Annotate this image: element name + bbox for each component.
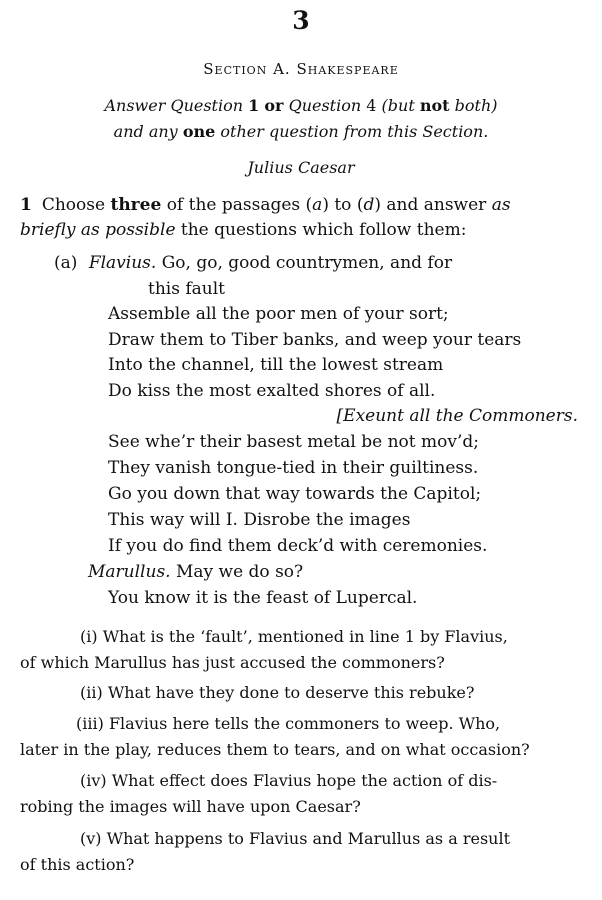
subquestion-iv — [80, 771, 497, 790]
instr-text: and any — [113, 122, 178, 141]
subquestion-ii — [80, 683, 474, 702]
page-number: 3 — [292, 6, 310, 35]
subquestion-iii-cont: later in the play, reduces them to tears, and on what occasion? — [20, 740, 530, 759]
q1-italic: briefly as possible — [20, 220, 176, 240]
subquestion-number: (v) — [80, 829, 102, 848]
instr-text: Question — [288, 96, 362, 115]
section-title: Section A. Shakespeare — [203, 60, 399, 78]
subquestion-v — [80, 829, 510, 848]
q1-bold: three — [110, 195, 162, 215]
passage-line — [88, 562, 303, 582]
speaker-name: Flavius. — [88, 253, 157, 273]
passage-line: They vanish tongue-tied in their guiltiness. — [108, 458, 479, 478]
q1-italic: as — [491, 195, 511, 215]
passage-line: Into the channel, till the lowest stream — [108, 355, 444, 375]
question-number: 1 — [20, 195, 32, 215]
instr-text: Answer Question — [104, 96, 244, 115]
instr-text: 4 — [366, 96, 377, 115]
subquestion-v-cont: of this action? — [20, 855, 135, 874]
subquestion-number: (iii) — [76, 714, 104, 733]
q1-italic: a — [312, 195, 323, 215]
instruction-line-2 — [0, 122, 602, 141]
instr-text: both) — [454, 96, 498, 115]
stage-direction: [Exeunt all the Commoners. — [336, 406, 578, 426]
instr-bold: or — [264, 96, 284, 115]
verse-text: May we do so? — [175, 562, 304, 582]
passage-line: See whe’r their basest metal be not mov’d; — [108, 432, 479, 452]
subquestion-i — [80, 627, 508, 646]
instr-text: other question from this Section. — [220, 122, 489, 141]
subquestion-i-cont: of which Marullus has just accused the commoners? — [20, 653, 445, 672]
q1-text: of the passages ( — [166, 195, 313, 215]
subquestion-iv-cont: robing the images will have upon Caesar? — [20, 797, 361, 816]
subquestion-text: What happens to Flavius and Marullus as a result — [106, 829, 511, 848]
q1-text: ) to ( — [322, 195, 364, 215]
subquestion-text: What is the ‘fault’, mentioned in line 1 by Flavius, — [102, 627, 508, 646]
subquestion-iii — [76, 714, 500, 733]
subquestion-text: What have they done to deserve this rebuke? — [107, 683, 475, 702]
instr-bold: 1 — [248, 96, 260, 115]
instr-text: (but — [381, 96, 415, 115]
verse-text: Go, go, good countrymen, and for — [161, 253, 453, 273]
passage-line: Draw them to Tiber banks, and weep your tears — [108, 330, 522, 350]
passage-line: Do kiss the most exalted shores of all. — [108, 381, 436, 401]
question-1-intro-line-1 — [20, 195, 511, 215]
q1-text: Choose — [41, 195, 106, 215]
subquestion-text: Flavius here tells the commoners to weep. Who, — [108, 714, 501, 733]
instr-bold: one — [182, 122, 216, 141]
speaker-name: Marullus. — [88, 562, 171, 582]
instr-bold: not — [419, 96, 450, 115]
passage-line: Go you down that way towards the Capitol; — [108, 484, 482, 504]
q1-text: ) and answer — [374, 195, 487, 215]
q1-italic: d — [363, 195, 375, 215]
passage-label: (a) — [54, 253, 78, 273]
subquestion-number: (iv) — [80, 771, 107, 790]
q1-text: the questions which follow them: — [180, 220, 467, 240]
play-title: Julius Caesar — [247, 158, 355, 177]
passage-line — [54, 253, 452, 273]
subquestion-number: (ii) — [80, 683, 103, 702]
subquestion-text: What effect does Flavius hope the action of dis- — [111, 771, 498, 790]
passage-line: this fault — [148, 279, 225, 299]
question-1-intro-line-2 — [20, 220, 466, 240]
passage-line: You know it is the feast of Lupercal. — [108, 588, 418, 608]
subquestion-number: (i) — [80, 627, 98, 646]
instruction-line-1 — [0, 96, 602, 115]
passage-line: Assemble all the poor men of your sort; — [108, 304, 449, 324]
passage-line: If you do find them deck’d with ceremonies. — [108, 536, 488, 556]
passage-line: This way will I. Disrobe the images — [108, 510, 411, 530]
